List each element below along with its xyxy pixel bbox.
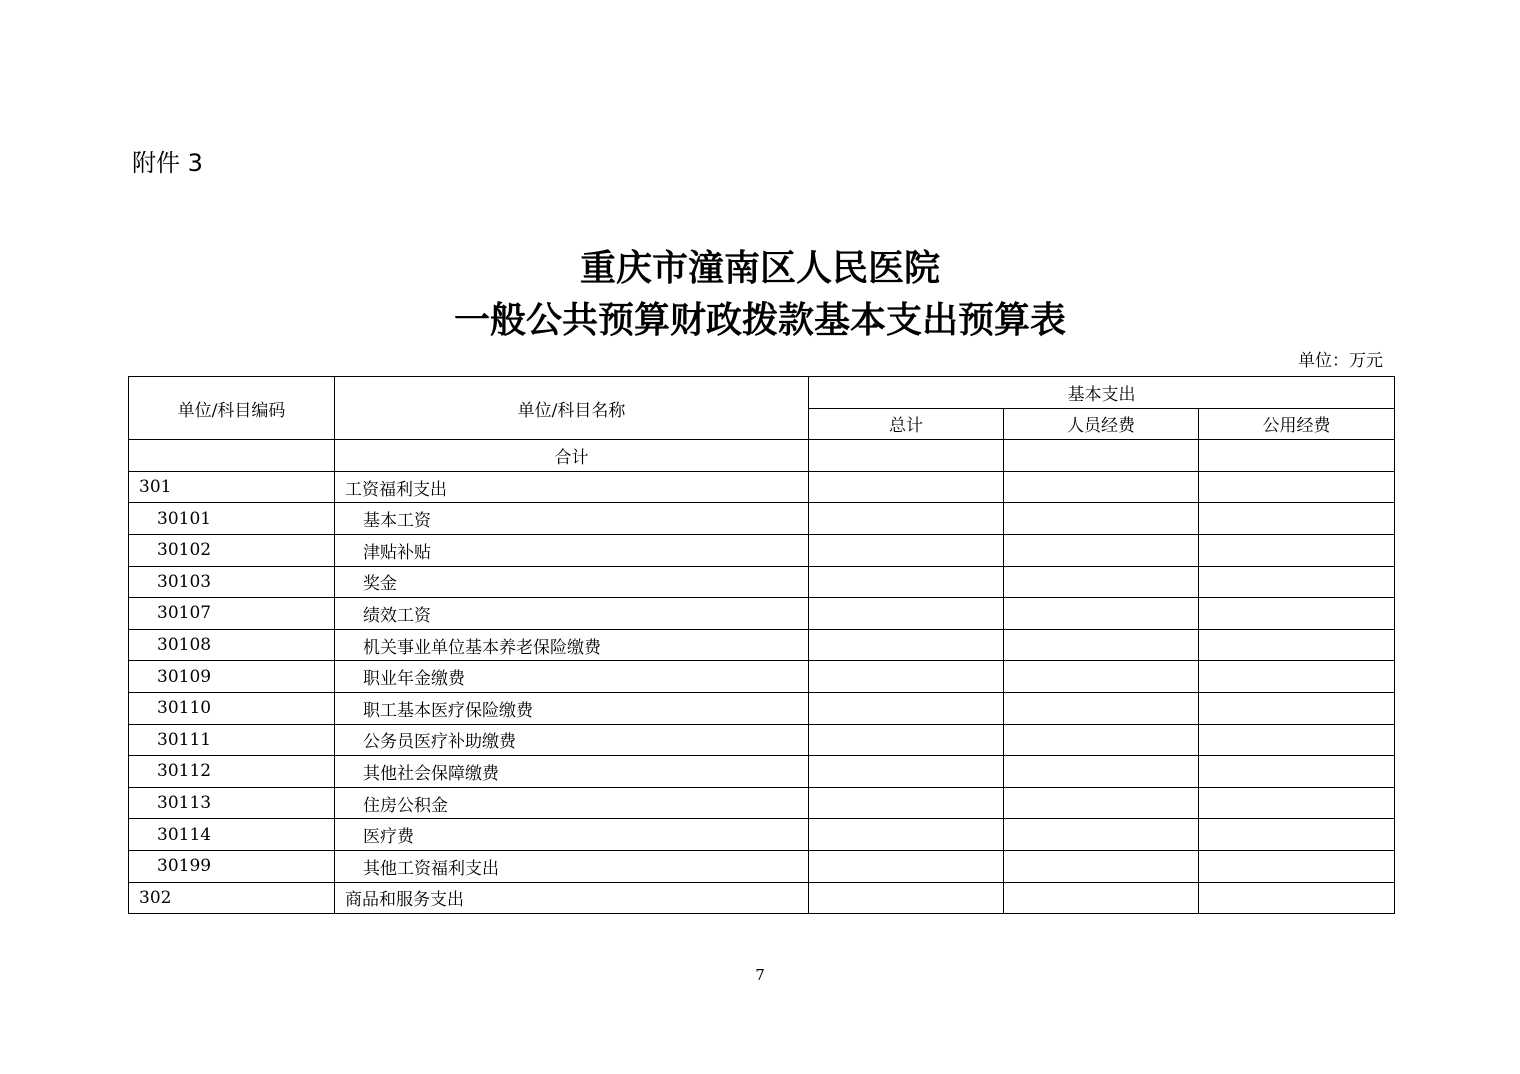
- row-name: 商品和服务支出: [335, 882, 809, 914]
- table-row: [129, 850, 1395, 882]
- row-total: [809, 566, 1004, 598]
- row-total: [809, 503, 1004, 535]
- table-row: [129, 819, 1395, 851]
- row-personnel: [1004, 598, 1199, 630]
- row-personnel: [1004, 724, 1199, 756]
- header-basic-expenditure: 基本支出: [809, 377, 1395, 409]
- row-public: [1199, 566, 1395, 598]
- row-public: [1199, 882, 1395, 914]
- row-name: 医疗费: [335, 819, 809, 851]
- row-personnel: [1004, 850, 1199, 882]
- row-code: 30102: [129, 534, 335, 566]
- row-public: [1199, 471, 1395, 503]
- row-total: [809, 819, 1004, 851]
- table-row: [129, 724, 1395, 756]
- row-public: [1199, 724, 1395, 756]
- row-name: 其他社会保障缴费: [335, 756, 809, 788]
- row-public: [1199, 598, 1395, 630]
- row-code: 30114: [129, 819, 335, 851]
- row-personnel: [1004, 819, 1199, 851]
- row-code: 30109: [129, 661, 335, 693]
- row-code: 301: [129, 471, 335, 503]
- header-public: 公用经费: [1199, 408, 1395, 440]
- row-code: 30103: [129, 566, 335, 598]
- table-row: [129, 534, 1395, 566]
- row-name: 绩效工资: [335, 598, 809, 630]
- row-public: [1199, 756, 1395, 788]
- budget-table: [128, 376, 1395, 914]
- row-total: [809, 629, 1004, 661]
- row-total: [809, 598, 1004, 630]
- table-row: [129, 566, 1395, 598]
- total-row-personnel: [1004, 440, 1199, 472]
- row-personnel: [1004, 471, 1199, 503]
- row-total: [809, 661, 1004, 693]
- row-total: [809, 692, 1004, 724]
- table-row: [129, 787, 1395, 819]
- total-row-public: [1199, 440, 1395, 472]
- attachment-label: 附件 3: [132, 149, 203, 177]
- row-public: [1199, 819, 1395, 851]
- row-code: 30101: [129, 503, 335, 535]
- row-personnel: [1004, 692, 1199, 724]
- row-total: [809, 850, 1004, 882]
- row-code: 302: [129, 882, 335, 914]
- row-total: [809, 471, 1004, 503]
- row-name: 职业年金缴费: [335, 661, 809, 693]
- row-name: 机关事业单位基本养老保险缴费: [335, 629, 809, 661]
- table-row: [129, 661, 1395, 693]
- row-public: [1199, 661, 1395, 693]
- header-name: 单位/科目名称: [335, 377, 809, 440]
- header-code: 单位/科目编码: [129, 377, 335, 440]
- row-code: 30108: [129, 629, 335, 661]
- table-row: [129, 692, 1395, 724]
- row-name: 公务员医疗补助缴费: [335, 724, 809, 756]
- row-personnel: [1004, 882, 1199, 914]
- total-row-label: 合计: [335, 440, 809, 472]
- table-row: [129, 471, 1395, 503]
- row-public: [1199, 629, 1395, 661]
- table-row: [129, 882, 1395, 914]
- row-personnel: [1004, 756, 1199, 788]
- document-title-line-1: 重庆市潼南区人民医院: [579, 247, 940, 289]
- row-code: 30111: [129, 724, 335, 756]
- row-personnel: [1004, 661, 1199, 693]
- row-total: [809, 882, 1004, 914]
- page-number: 7: [755, 966, 765, 984]
- table-row: [129, 598, 1395, 630]
- row-name: 基本工资: [335, 503, 809, 535]
- row-total: [809, 534, 1004, 566]
- row-code: 30199: [129, 850, 335, 882]
- row-public: [1199, 850, 1395, 882]
- document-title-line-2: 一般公共预算财政拨款基本支出预算表: [453, 299, 1066, 341]
- row-personnel: [1004, 566, 1199, 598]
- row-public: [1199, 692, 1395, 724]
- row-code: 30112: [129, 756, 335, 788]
- unit-label: 单位：万元: [1298, 351, 1383, 371]
- row-personnel: [1004, 629, 1199, 661]
- total-row: [129, 440, 1395, 472]
- row-personnel: [1004, 534, 1199, 566]
- row-name: 奖金: [335, 566, 809, 598]
- total-row-code: [129, 440, 335, 472]
- row-public: [1199, 503, 1395, 535]
- row-name: 职工基本医疗保险缴费: [335, 692, 809, 724]
- header-personnel: 人员经费: [1004, 408, 1199, 440]
- row-total: [809, 756, 1004, 788]
- row-personnel: [1004, 503, 1199, 535]
- row-code: 30107: [129, 598, 335, 630]
- table-row: [129, 629, 1395, 661]
- row-code: 30110: [129, 692, 335, 724]
- total-row-total: [809, 440, 1004, 472]
- row-total: [809, 724, 1004, 756]
- row-public: [1199, 534, 1395, 566]
- row-code: 30113: [129, 787, 335, 819]
- row-public: [1199, 787, 1395, 819]
- row-name: 住房公积金: [335, 787, 809, 819]
- row-name: 其他工资福利支出: [335, 850, 809, 882]
- header-total: 总计: [809, 408, 1004, 440]
- table-row: [129, 503, 1395, 535]
- row-name: 津贴补贴: [335, 534, 809, 566]
- row-total: [809, 787, 1004, 819]
- table-row: [129, 756, 1395, 788]
- row-personnel: [1004, 787, 1199, 819]
- row-name: 工资福利支出: [335, 471, 809, 503]
